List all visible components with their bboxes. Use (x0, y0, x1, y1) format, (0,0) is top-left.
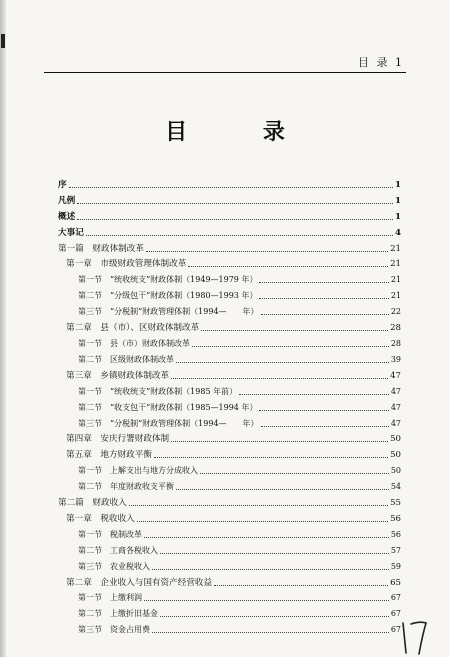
toc-entry (58, 333, 401, 349)
toc-leader-dots (144, 600, 389, 601)
toc-entry (58, 476, 401, 492)
toc-entry-page: 28 (390, 338, 401, 348)
toc-entry (58, 572, 401, 588)
toc-entry-page: 1 (395, 179, 401, 190)
toc-leader-dots (69, 187, 393, 188)
toc-entry (58, 285, 401, 301)
toc-entry-label: 大事记 (58, 227, 84, 238)
toc-leader-dots (239, 394, 389, 395)
toc-entry-label: 第二节 “分级包干”财政体制（1980—1993 年） (78, 291, 258, 301)
toc-entry-label: 第三章 乡镇财政体制改革 (66, 370, 170, 381)
toc-entry-page: 55 (390, 498, 401, 509)
toc-entry-page: 54 (390, 482, 401, 492)
toc-entry (58, 349, 401, 365)
toc-leader-dots (129, 505, 388, 506)
toc-leader-dots (77, 203, 393, 204)
toc-entry-page: 67 (390, 609, 401, 619)
toc-entry (58, 190, 401, 206)
toc-leader-dots (200, 473, 389, 474)
toc-leader-dots (152, 632, 389, 633)
toc-entry-label: 第一章 税收收入 (66, 513, 135, 524)
toc-entry-label: 第二节 区级财政体制改革 (78, 354, 174, 364)
toc-entry (58, 269, 401, 285)
toc-leader-dots (188, 266, 388, 267)
toc-entry (58, 381, 401, 397)
table-of-contents (58, 174, 401, 635)
toc-leader-dots (86, 235, 393, 236)
toc-entry-label: 第五章 地方财政平衡 (66, 450, 152, 461)
toc-entry (58, 429, 401, 445)
scan-edge (0, 0, 6, 657)
handwritten-note (398, 617, 438, 657)
toc-entry-page: 67 (390, 625, 401, 635)
toc-entry-page: 4 (395, 227, 401, 238)
toc-entry-page: 67 (390, 593, 401, 603)
toc-leader-dots (152, 569, 389, 570)
toc-entry-page: 50 (390, 466, 401, 476)
toc-entry-page: 28 (390, 323, 401, 334)
page-title: 目 录 (165, 119, 319, 145)
toc-entry-page: 65 (390, 577, 401, 588)
toc-entry-page: 21 (390, 291, 401, 301)
toc-leader-dots (261, 314, 389, 315)
toc-leader-dots (160, 616, 389, 617)
running-head: 目 录 1 (358, 56, 404, 69)
toc-leader-dots (137, 521, 388, 522)
toc-entry-label: 概述 (58, 211, 76, 222)
toc-entry-page: 21 (390, 275, 401, 285)
scan-mark (1, 34, 5, 48)
toc-entry-page: 1 (395, 195, 401, 206)
toc-entry (58, 524, 401, 540)
toc-entry (58, 206, 401, 222)
toc-entry (58, 588, 401, 604)
toc-entry-page: 1 (395, 211, 401, 222)
toc-entry-label: 第一篇 财政体制改革 (58, 243, 144, 254)
toc-entry-label: 第三节 资金占用费 (78, 625, 150, 635)
toc-entry-label: 第一节 上解支出与地方分成收入 (78, 466, 198, 476)
toc-leader-dots (154, 457, 388, 458)
toc-leader-dots (201, 330, 388, 331)
toc-entry-page: 47 (390, 370, 401, 381)
toc-leader-dots (146, 251, 388, 252)
toc-leader-dots (171, 378, 388, 379)
toc-entry (58, 460, 401, 476)
toc-entry (58, 508, 401, 524)
toc-entry-page: 56 (390, 529, 401, 539)
toc-entry (58, 222, 401, 238)
toc-entry-label: 第一节 “统收统支”财政体制（1949—1979 年） (78, 275, 258, 285)
toc-entry (58, 254, 401, 270)
toc-entry (58, 540, 401, 556)
toc-leader-dots (259, 282, 388, 283)
toc-leader-dots (77, 219, 393, 220)
toc-entry-label: 凡例 (58, 195, 76, 206)
toc-entry-page: 47 (390, 402, 401, 412)
toc-entry-label: 第一节 “统收统支”财政体制（1985 年前） (78, 386, 238, 396)
toc-leader-dots (214, 585, 388, 586)
toc-entry-page: 39 (390, 354, 401, 364)
toc-entry-label: 第二节 年度财政收支平衡 (78, 482, 174, 492)
toc-entry-page: 22 (390, 307, 401, 317)
toc-entry-label: 第四章 安庆行署财政体制 (66, 434, 170, 445)
toc-entry-label: 第二章 企业收入与国有资产经营收益 (66, 577, 213, 588)
toc-entry-label: 第一节 上缴利润 (78, 593, 142, 603)
toc-entry-page: 21 (390, 259, 401, 270)
toc-entry (58, 444, 401, 460)
toc-entry-page: 50 (390, 434, 401, 445)
toc-entry (58, 603, 401, 619)
toc-entry-page: 59 (390, 561, 401, 571)
toc-entry-page: 47 (390, 418, 401, 428)
toc-entry (58, 301, 401, 317)
toc-entry (58, 238, 401, 254)
header-rule (44, 72, 406, 73)
toc-entry-label: 第一章 市级财政管理体制改革 (66, 259, 187, 270)
toc-leader-dots (144, 537, 389, 538)
toc-entry-page: 50 (390, 450, 401, 461)
toc-entry (58, 174, 401, 190)
toc-entry-label: 第二篇 财政收入 (58, 498, 127, 509)
toc-entry-label: 第三节 农业税收入 (78, 561, 150, 571)
toc-entry (58, 397, 401, 413)
toc-leader-dots (259, 298, 388, 299)
toc-entry (58, 492, 401, 508)
toc-entry-page: 57 (390, 545, 401, 555)
toc-entry (58, 556, 401, 572)
toc-entry-label: 第二节 “收支包干”财政体制（1985—1994 年） (78, 402, 258, 412)
toc-entry-label: 第二节 工商各税收入 (78, 545, 158, 555)
toc-leader-dots (192, 346, 389, 347)
toc-entry-page: 21 (390, 243, 401, 254)
toc-entry-label: 序 (58, 179, 67, 190)
toc-entry-label: 第二节 上缴折旧基金 (78, 609, 158, 619)
toc-entry (58, 317, 401, 333)
toc-entry-label: 第一节 税制改革 (78, 529, 142, 539)
toc-entry-label: 第三节 “分税制”财政管理体制（1994— 年） (78, 307, 259, 317)
toc-leader-dots (261, 426, 389, 427)
toc-entry (58, 619, 401, 635)
toc-entry-page: 47 (390, 386, 401, 396)
toc-leader-dots (176, 489, 389, 490)
toc-leader-dots (160, 553, 389, 554)
toc-entry (58, 413, 401, 429)
toc-leader-dots (176, 362, 389, 363)
toc-entry (58, 365, 401, 381)
toc-entry-label: 第一节 县（市）财政体制改革 (78, 338, 190, 348)
toc-leader-dots (171, 441, 388, 442)
toc-entry-label: 第三节 “分税制”财政管理体制（1994— 年） (78, 418, 259, 428)
toc-entry-label: 第二章 县（市）、区财政体制改革 (66, 323, 200, 334)
toc-leader-dots (259, 410, 388, 411)
toc-entry-page: 56 (390, 513, 401, 524)
